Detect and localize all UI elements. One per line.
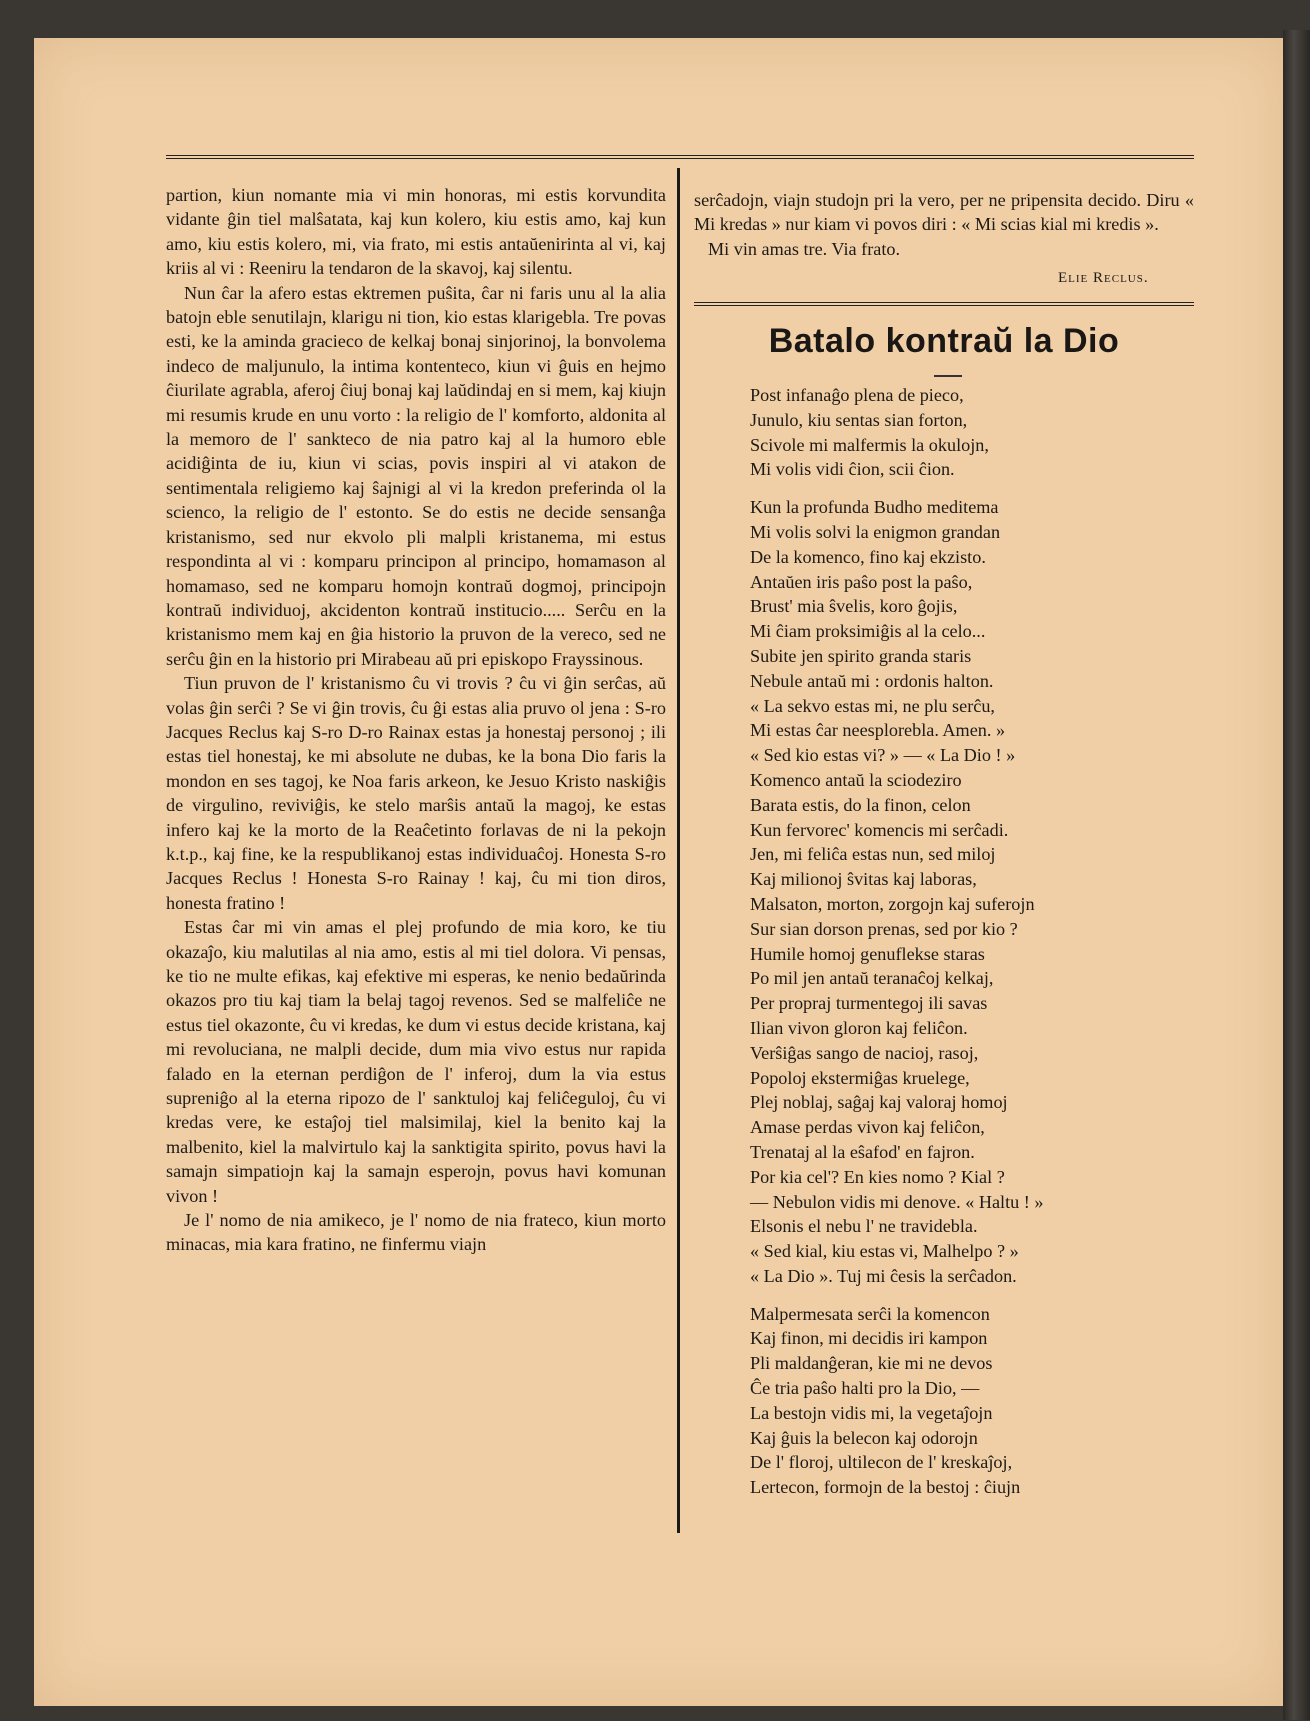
poem-line: « Sed kio estas vi? » — « La Dio ! » (750, 745, 1016, 766)
poem-line: « La Dio ». Tuj mi ĉesis la serĉadon. (750, 1265, 1017, 1286)
poem-line: Trenataj al la eŝafod' en fajron. (750, 1141, 975, 1162)
poem-line: Ilian vivon gloron kaj feliĉon. (750, 1017, 968, 1038)
poem-stanza (750, 1302, 1190, 1500)
poem-line: Post infanaĝo plena de pieco, (750, 385, 964, 405)
left-column (166, 183, 666, 1257)
poem-line: Popoloj ekstermiĝas kruelege, (750, 1067, 970, 1088)
poem-line: Lertecon, formojn de la bestoj : ĉiujn (750, 1477, 1021, 1498)
poem-line: — Nebulon vidis mi denove. « Haltu ! » (750, 1191, 1044, 1212)
poem-line: Por kia cel'? En kies nomo ? Kial ? (750, 1166, 1005, 1187)
letter-ending (694, 188, 1194, 261)
poem-line: Humile homoj genuflekse staras (750, 943, 985, 964)
poem-line: Mi ĉiam proksimiĝis al la celo... (750, 621, 986, 642)
poem-line: Verŝiĝas sango de nacioj, rasoj, (750, 1042, 979, 1063)
left-paragraph: Nun ĉar la afero estas ektremen puŝita, ĉar ni faris unu al la alia batojn eble senutilajn, klarigu ni tion, kio estas klarigebla. Tre povas esti, ke la aminda gracieco de kelkaj bonaj sinjorinoj, la bonvolema indeco de maljunulo, la intima kontenteco, kiun vi ĝuis en hejmo ĉiurilate agrabla, aferoj ĉiuj bonaj kaj laŭdindaj en si mem, kaj kiujn mi resumis krude en unu vorto : la religio de l' komforto, aldonita al la memoro de l' sankteco de nia patro kaj al la humoro eble acidiĝinta de iu, kiun vi scias, povis inspiri al vi atakon de sentimentala religiemo kaj ŝajnigi al vi la kredon preferinda ol la scienco, la religio de l' estonto. Se do estis ne decide sensanĝa kristanismo, sed nur ekvolo pli malpli kristanema, mi estus respondinta al vi : komparu principon al principo, homamason al homamaso, sed ne komparu homojn kontraŭ dogmoj, principojn kontraŭ individuoj, akcidenton kontraŭ institucio..... Serĉu en la kristanismo mem kaj en ĝia historio la pruvon de la vereco, sed ne serĉu ĝin en la historio pri Mirabeau aŭ pri episkopo Frayssinous. (166, 282, 666, 669)
poem-stanza (750, 383, 1190, 482)
letter-paragraph: serĉadojn, viajn studojn pri la vero, per ne pripensita decido. Diru « Mi kredas » nur kiam vi povos diri : « Mi scias kial mi kredis ». (694, 190, 1194, 235)
poem-line: Jen, mi feliĉa estas nun, sed miloj (750, 844, 996, 865)
left-paragraph: Je l' nomo de nia amikeco, je l' nomo de nia frateco, kiun morto minacas, mia kara fratino, ne finfermu viajn (166, 1210, 666, 1255)
poem-stanza (750, 495, 1190, 1289)
poem-line: La bestojn vidis mi, la vegetaĵojn (750, 1402, 993, 1423)
poem-line: Po mil jen antaŭ teranaĉoj kelkaj, (750, 968, 994, 989)
poem-line: Elsonis el nebu l' ne travidebla. (750, 1216, 978, 1237)
poem-line: Kun la profunda Budho meditema (750, 497, 999, 518)
left-paragraph: Estas ĉar mi vin amas el plej profundo de mia koro, ke tiu okazaĵo, kiu malutilas al nia amo, estis al mi tiel dolora. Vi pensas, ke tio ne multe efikas, kaj efektive mi esperas, ke nenio bedaŭrinda okazos pro tiu kaj tiam la belaj tagoj revenos. Sed se malfeliĉe ne estus tiel okazonte, ĉu vi kredas, ke dum vi estus decide kristana, kaj mi revoluciana, ne malpli decide, dum mia vivo estus nur rapida falado en la eternan perdiĝon de l' inferoj, dum la via estus supreniĝo al la eterna ripozo de l' sanktuloj kaj feliĉeguloj, ĉu vi kredas vere, ke estaĵoj tiel malsimilaj, kiel la benito kaj la malbenito, kiel la malvirtulo kaj la sanktigita spirito, povus havi la samajn simpatiojn kaj la samajn esperojn, povus havi komunan vivon ! (166, 917, 666, 1206)
poem-line: Sur sian dorson prenas, sed por kio ? (750, 918, 1018, 939)
title-dash (934, 375, 962, 377)
poem-line: Brust' mia ŝvelis, koro ĝojis, (750, 596, 958, 617)
poem-line: Scivole mi malfermis la okulojn, (750, 434, 989, 455)
letter-signature: Elie Reclus. (1058, 270, 1149, 286)
poem-line: Amase perdas vivon kaj feliĉon, (750, 1117, 985, 1138)
poem-line: Mi volis solvi la enigmon grandan (750, 521, 1001, 542)
poem-line: Malpermesata serĉi la komencon (750, 1303, 990, 1324)
poem-title: Batalo kontraŭ la Dio (768, 322, 1120, 360)
poem-line: Antaŭen iris paŝo post la paŝo, (750, 571, 973, 592)
poem-line: De la komenco, fino kaj ekzisto. (750, 546, 986, 567)
poem-line: Barata estis, do la finon, celon (750, 794, 971, 815)
section-rule (694, 302, 1194, 306)
poem-line: Mi volis vidi ĉion, scii ĉion. (750, 459, 955, 480)
poem-line: Kaj finon, mi decidis iri kampon (750, 1328, 988, 1349)
letter-closing: Mi vin amas tre. Via frato. (708, 238, 901, 259)
poem-line: Kaj milionoj ŝvitas kaj laboras, (750, 869, 977, 890)
poem-line: « Sed kial, kiu estas vi, Malhelpo ? » (750, 1241, 1019, 1262)
poem (750, 383, 1190, 1513)
poem-line: Malsaton, morton, zorgojn kaj suferojn (750, 893, 1035, 914)
left-paragraph: Tiun pruvon de l' kristanismo ĉu vi trovis ? ĉu vi ĝin serĉas, aŭ volas ĝin serĉi ? Se vi ĝin trovis, ĉu ĝi estas alia pruvo ol jena : S-ro Jacques Reclus kaj S-ro D-ro Rainax estas ja honestaj personoj ; ili estas tiel honestaj, ke mi absolute ne dubas, ke la bona Dio faris la mondon en ses tagoj, ke Noa faris arkeon, ke Jesuo Kristo naskiĝis de virgulino, reviviĝis, ke stelo marŝis antaŭ la magoj, ke estas infero kaj ke la morto de la Reaĉetinto forlavas de ni la pekojn k.t.p., kaj fine, ke la respublikanoj estas individuaĉoj. Honesta S-ro Jacques Reclus ! Honesta S-ro Rainay ! kaj, ĉu mi tion diros, honesta fratino ! (166, 673, 666, 913)
poem-line: Subite jen spirito granda staris (750, 645, 972, 666)
header-rule (166, 155, 1194, 159)
poem-line: Plej noblaj, saĝaj kaj valoraj homoj (750, 1092, 1008, 1113)
poem-line: Mi estas ĉar neesplorebla. Amen. » (750, 720, 1006, 741)
poem-line: Junulo, kiu sentas sian forton, (750, 409, 968, 430)
poem-line: Pli maldanĝeran, kie mi ne devos (750, 1353, 993, 1374)
poem-line: Kun fervorec' komencis mi serĉadi. (750, 819, 1009, 840)
left-paragraph: partion, kiun nomante mia vi min honoras, mi estis korvundita vidante ĝin tiel malŝatata, kaj kun kolero, kiu estis amo, kaj kun amo, kiu estis kolero, mi, via frato, mi estis antaŭenirinta al vi, kaj kriis al vi : Reeniru la tendaron de la skavoj, kaj silentu. (166, 185, 666, 279)
poem-line: Nebule antaŭ mi : ordonis halton. (750, 670, 994, 691)
column-divider (677, 168, 680, 1533)
poem-line: De l' floroj, ultilecon de l' kreskaĵoj, (750, 1452, 1013, 1473)
poem-line: Komenco antaŭ la sciodeziro (750, 769, 962, 790)
poem-line: Per propraj turmentegoj ili savas (750, 993, 988, 1014)
poem-line: Kaj ĝuis la belecon kaj odorojn (750, 1427, 978, 1448)
poem-line: Ĉe tria paŝo halti pro la Dio, — (750, 1378, 980, 1399)
poem-line: « La sekvo estas mi, ne plu serĉu, (750, 695, 995, 716)
next-page-edge (1283, 30, 1310, 1720)
